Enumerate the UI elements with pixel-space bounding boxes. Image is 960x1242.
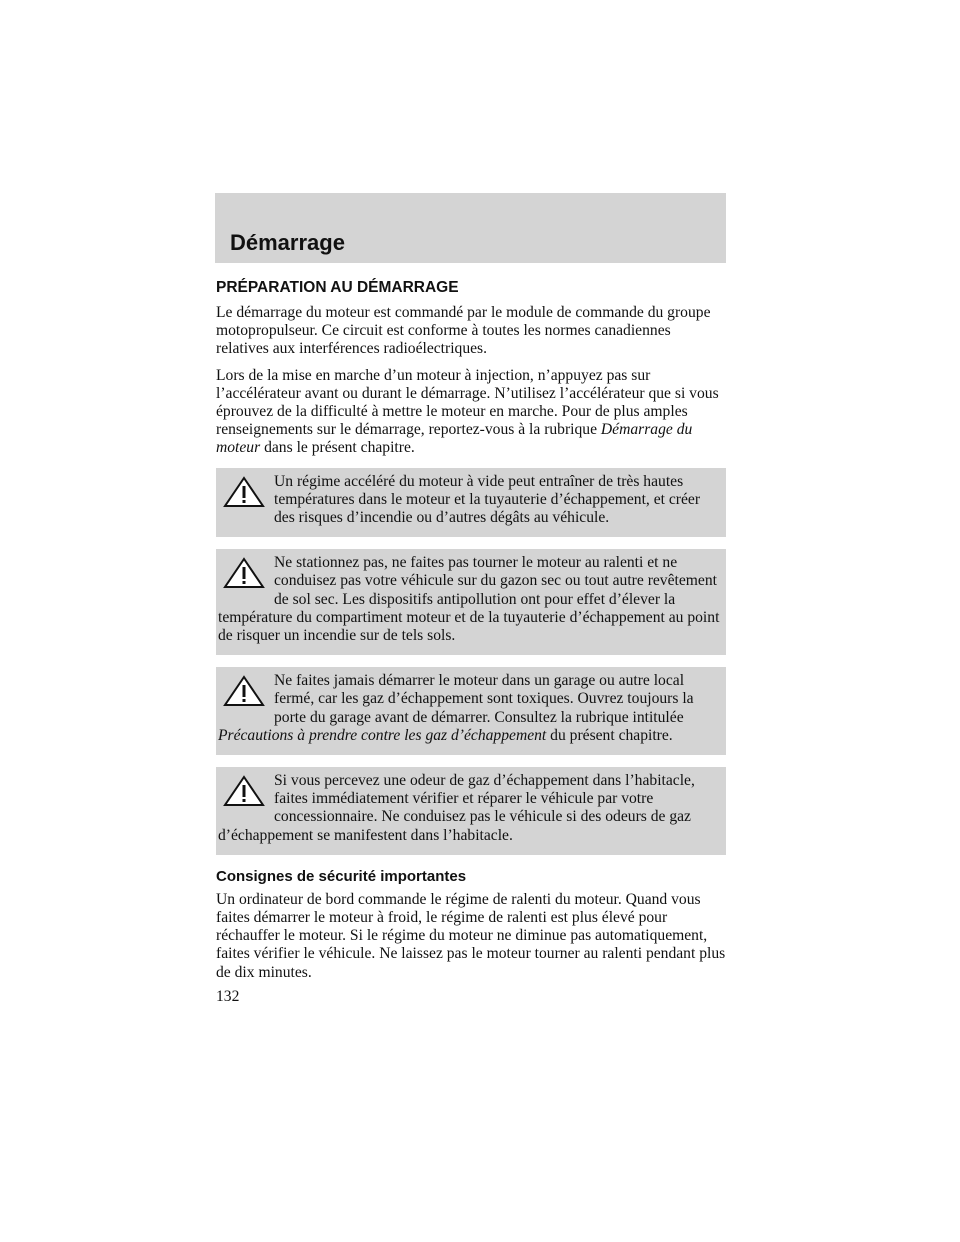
page-number: 132 [216, 988, 240, 1005]
warning-triangle-icon [222, 674, 270, 710]
warning-triangle-icon [222, 475, 270, 511]
paragraph-text: Lors de la mise en marche d’un moteur à injection, n’appuyez pas sur l’accélérateur avant ou durant le démarrage. N’utilisez l’accélérateur que si vous éprouvez de la difficulté à mettre le moteur en marche. Pour de plus amples renseignements sur le démarrage, reportez-vous à la rubrique [216, 366, 719, 439]
warning-triangle-icon [222, 556, 270, 592]
warning-text: du présent chapitre. [546, 726, 673, 744]
paragraph-injection [216, 367, 726, 458]
paragraph-safety: Un ordinateur de bord commande le régime de ralenti du moteur. Quand vous faites démarrer le moteur à froid, le régime de ralenti est plus élevé pour réchauffer le moteur. Si le régime du moteur ne diminue pas automatiquement, faites vérifier le véhicule. Ne laissez pas le moteur tourner au ralenti pendant plus de dix minutes. [216, 890, 726, 981]
paragraph-text: dans le présent chapitre. [260, 439, 415, 457]
warning-box-4 [216, 767, 726, 855]
warning-italic-reference: Précautions à prendre contre les gaz d’échappement [218, 726, 547, 744]
warning-triangle-icon [222, 774, 270, 810]
warning-box-2 [216, 549, 726, 655]
warning-text: Si vous percevez une odeur de gaz d’échappement dans l’habitacle, faites immédiatement vérifier et réparer le véhicule par votre concessionnaire. Ne conduisez pas le véhicule si des odeurs de gaz d’échappement se manifestent dans l’habitacle. [218, 772, 695, 844]
page-content [216, 270, 726, 990]
warning-box-3 [216, 667, 726, 755]
paragraph-intro: Le démarrage du moteur est commandé par le module de commande du groupe motopropulseur. Ce circuit est conforme à toutes les normes canadiennes relatives aux interférences radioélectriques. [216, 304, 711, 358]
section-header-band [215, 193, 726, 263]
section-heading: PRÉPARATION AU DÉMARRAGE [216, 279, 459, 296]
page-title: Démarrage [230, 230, 345, 255]
paragraph-italic-reference: Démarrage du moteur [216, 421, 693, 457]
subsection-heading: Consignes de sécurité importantes [216, 867, 467, 885]
warning-box-1 [216, 468, 726, 538]
warning-text: Ne stationnez pas, ne faites pas tourner le moteur au ralenti et ne conduisez pas votre véhicule sur du gazon sec ou tout autre revêtement de sol sec. Les dispositifs antipollution ont pour effet d’élever la température du compartiment moteur et de la tuyauterie d’échappement au point de risquer un incendie sur de tels sols. [218, 554, 720, 645]
warning-text: Un régime accéléré du moteur à vide peut entraîner de très hautes températures dans le moteur et la tuyauterie d’échappement, et créer des risques d’incendie ou d’autres dégâts au véhicule. [274, 472, 701, 527]
warning-text: Ne faites jamais démarrer le moteur dans un garage ou autre local fermé, car les gaz d’échappement sont toxiques. Ouvrez toujours la porte du garage avant de démarrer. Consultez la rubrique intitulée [274, 672, 694, 726]
